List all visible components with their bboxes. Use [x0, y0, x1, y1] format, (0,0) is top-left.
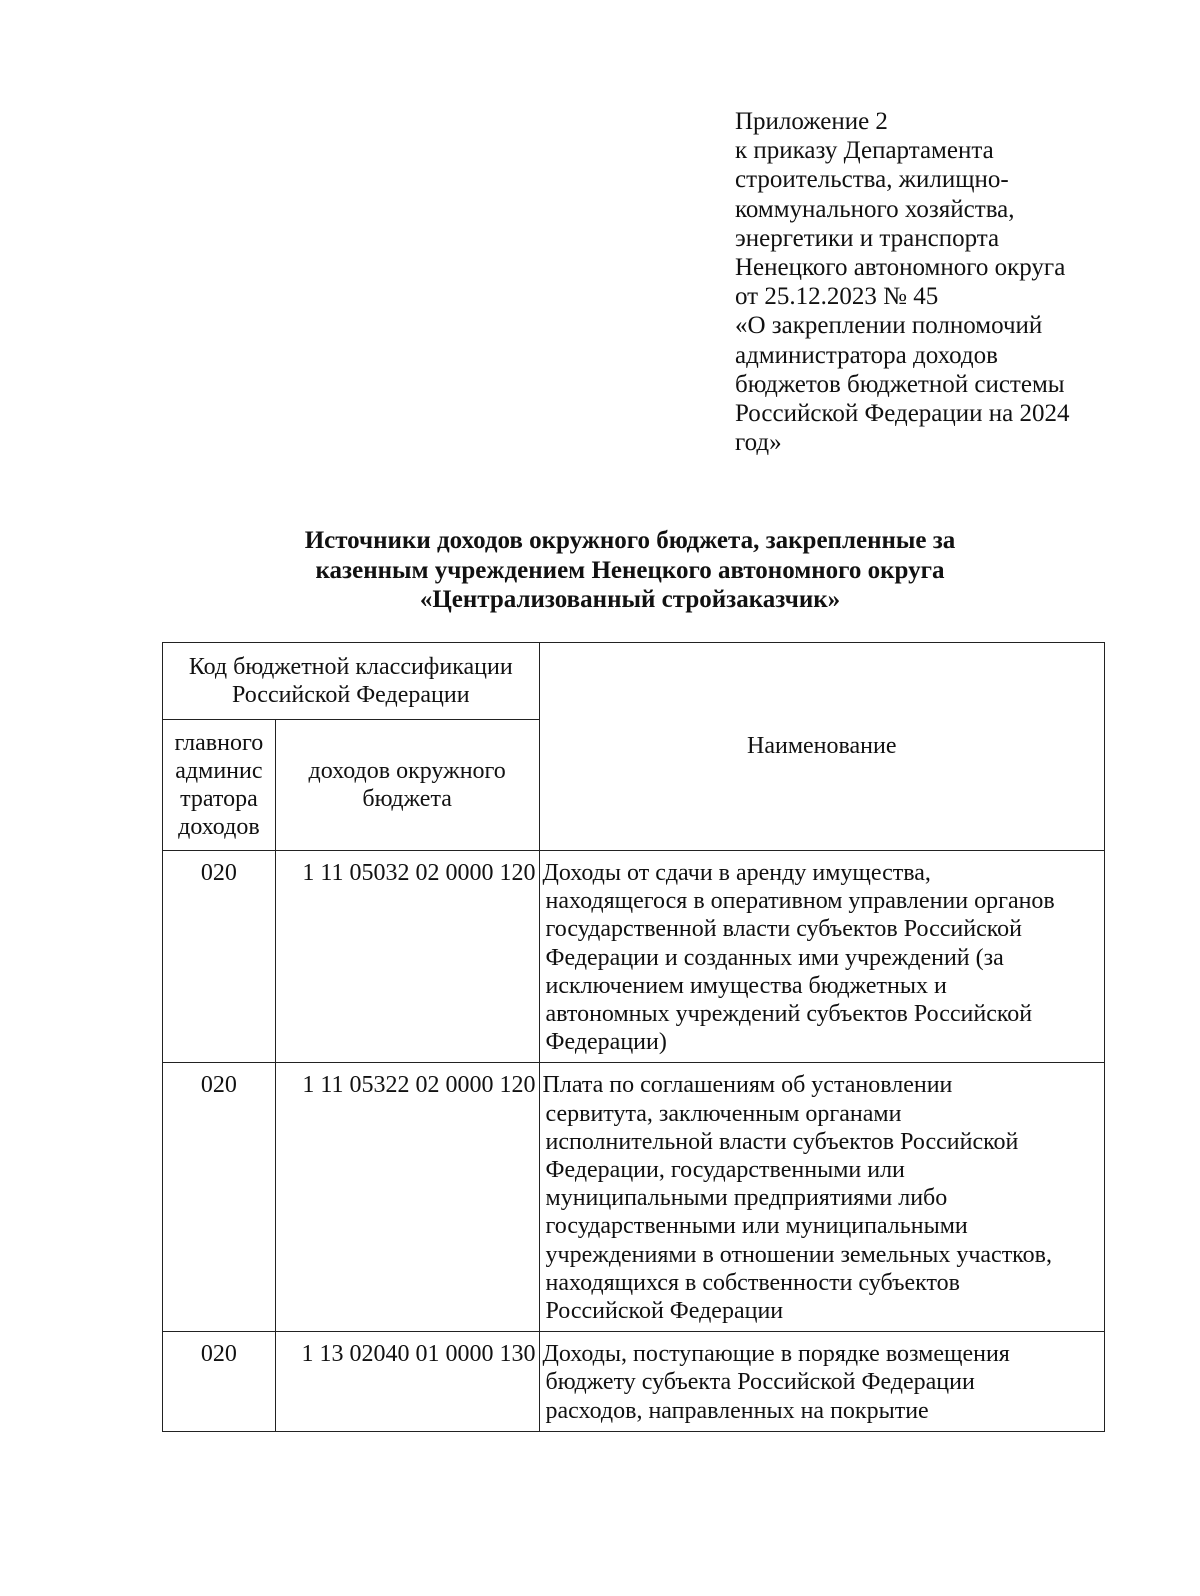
name-line: муниципальными предприятиями либо: [545, 1185, 948, 1212]
document-title: [160, 526, 1100, 615]
table-row: [163, 1063, 1105, 1332]
name-line: исключением имущества бюджетных и: [545, 972, 947, 999]
annex-line: Российской Федерации на 2024: [735, 400, 1070, 428]
name-line: расходов, направленных на покрытие: [545, 1397, 929, 1424]
header-line: главного: [174, 729, 264, 756]
name-line: Доходы, поступающие в порядке возмещения: [542, 1341, 1010, 1368]
revenue-name-cell: [539, 1063, 1104, 1332]
header-district-revenue-code: [275, 720, 539, 851]
title-line: Источники доходов окружного бюджета, закрепленные за: [304, 527, 956, 554]
name-line: находящихся в собственности субъектов: [545, 1269, 960, 1296]
annex-line: строительства, жилищно-: [735, 166, 1009, 194]
header-classification-code: [163, 643, 540, 720]
admin-code-cell: 020: [163, 1063, 276, 1332]
name-line: Федерации и созданных ими учреждений (за: [545, 944, 1004, 971]
annex-line: администратора доходов: [735, 341, 998, 369]
header-line: бюджета: [362, 786, 452, 812]
revenue-code-cell: 1 11 05322 02 0000 120: [275, 1063, 539, 1332]
annex-line: коммунального хозяйства,: [735, 195, 1015, 223]
admin-code-cell: 020: [163, 1332, 276, 1432]
name-line: Федерации, государственными или: [545, 1157, 905, 1184]
annex-line: к приказу Департамента: [735, 137, 994, 165]
header-name: Наименование: [539, 643, 1104, 851]
admin-code-cell: 020: [163, 851, 276, 1063]
annex-line: «О закреплении полномочий: [735, 312, 1043, 340]
revenue-name-cell: [539, 851, 1104, 1063]
name-line: находящегося в оперативном управлении органов: [545, 888, 1055, 915]
annex-line: бюджетов бюджетной системы: [735, 370, 1065, 398]
name-line: Доходы от сдачи в аренду имущества,: [542, 860, 931, 886]
name-line: Федерации): [545, 1029, 667, 1056]
annex-block: [735, 107, 1175, 457]
name-line: сервитута, заключенным органами: [545, 1100, 902, 1127]
table-header-row: [163, 643, 1105, 720]
name-line: исполнительной власти субъектов Российской: [545, 1128, 1019, 1155]
revenue-code-cell: 1 11 05032 02 0000 120: [275, 851, 539, 1063]
name-line: Российской Федерации: [545, 1298, 784, 1325]
name-line: Плата по соглашениям об установлении: [542, 1072, 953, 1099]
revenue-sources-table: [162, 642, 1105, 1432]
header-line: доходов окружного: [308, 757, 506, 784]
name-line: государственной власти субъектов Российской: [545, 916, 1023, 943]
revenue-code-cell: 1 13 02040 01 0000 130: [275, 1332, 539, 1432]
annex-line: энергетики и транспорта: [735, 224, 1000, 252]
table-row: [163, 1332, 1105, 1432]
revenue-name-cell: [539, 1332, 1104, 1432]
header-line: админис: [175, 757, 263, 784]
header-line: Код бюджетной классификации: [188, 653, 513, 680]
header-line: доходов: [178, 814, 260, 841]
header-line: тратора: [180, 786, 258, 812]
annex-line: год»: [735, 429, 782, 457]
title-line: «Централизованный стройзаказчик»: [419, 586, 841, 613]
name-line: автономных учреждений субъектов Российской: [545, 1001, 1033, 1028]
annex-line: Приложение 2: [735, 108, 888, 135]
annex-line: Ненецкого автономного округа: [735, 254, 1066, 282]
table-row: [163, 851, 1105, 1063]
name-line: учреждениями в отношении земельных участков,: [545, 1241, 1052, 1268]
header-main-administrator: [163, 720, 276, 851]
name-line: государственными или муниципальными: [545, 1213, 968, 1240]
title-line: казенным учреждением Ненецкого автономного округа: [315, 556, 945, 584]
name-line: бюджету субъекта Российской Федерации: [545, 1369, 975, 1396]
header-line: Российской Федерации: [231, 682, 470, 708]
annex-line: от 25.12.2023 № 45: [735, 283, 939, 311]
